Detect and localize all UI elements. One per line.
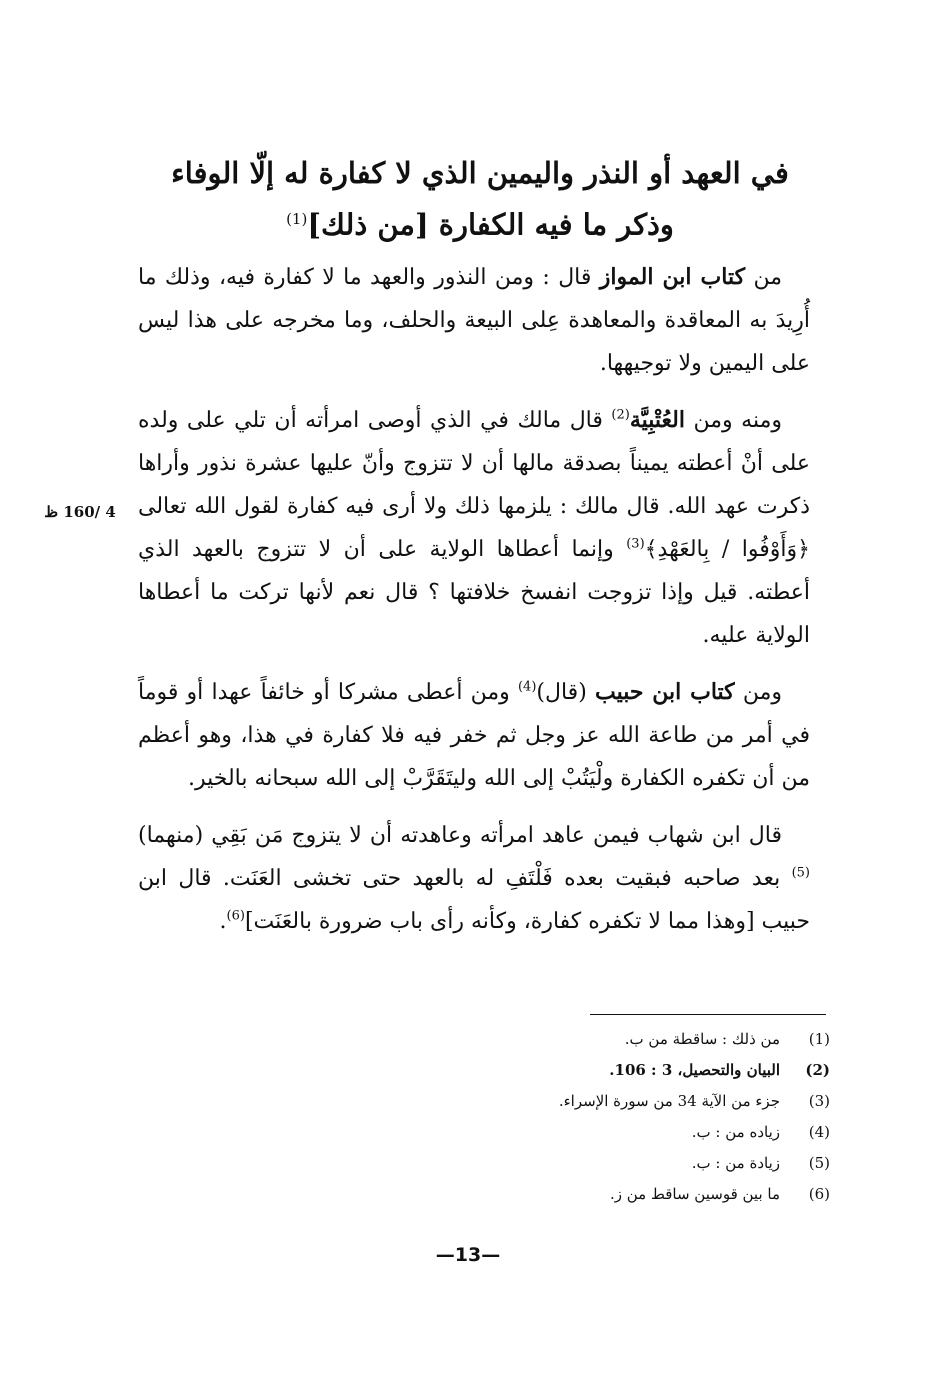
- footnote-ref-2: (2): [611, 407, 630, 423]
- footnote-ref-5: (5): [791, 865, 810, 881]
- chapter-title: [120, 150, 840, 248]
- footnote-text: ما بين قوسين ساقط من ز.: [609, 1185, 780, 1203]
- footnote-item: [420, 1086, 830, 1117]
- footnote-text: زيادة من : ب.: [691, 1154, 780, 1172]
- footnote-ref-6: (6): [226, 908, 245, 924]
- source-name-ibn-al-mawwaz: كتاب ابن المواز: [599, 264, 746, 290]
- paragraph-1-text: قال : ومن النذور والعهد ما لا كفارة فيه، وذلك ما أُرِيدَ به المعاقدة والمعاهدة عِلى البيعة والحلف، وما مخرجه على هذا ليس على اليمين ولا توجيهها.: [138, 265, 810, 376]
- footnote-item: [420, 1024, 830, 1055]
- footnote-item: [420, 1179, 830, 1210]
- footnote-number: (4): [808, 1123, 830, 1141]
- paragraph-3-lead: ومن: [734, 680, 782, 705]
- paragraph-3: [138, 671, 810, 800]
- footnote-ref-1: (1): [286, 210, 308, 228]
- page-number: —13—: [435, 1244, 501, 1266]
- footnote-number: (5): [808, 1154, 830, 1172]
- footnote-number: (1): [808, 1030, 830, 1048]
- body-text: [138, 256, 810, 957]
- footnote-number: (6): [808, 1185, 830, 1203]
- title-line-2: [120, 196, 840, 248]
- footnote-text: البيان والتحصيل، 3 : 106.: [609, 1061, 780, 1079]
- paragraph-1: [138, 256, 810, 385]
- source-name-ibn-habib: كتاب ابن حبيب: [594, 679, 735, 705]
- paragraph-3-text-1: (قال): [536, 680, 595, 705]
- footnote-text: زياده من : ب.: [691, 1123, 780, 1141]
- footnote-number: (2): [805, 1061, 830, 1079]
- manuscript-folio-note: 4 /160 ظ: [44, 503, 116, 521]
- paragraph-4: [138, 814, 810, 943]
- footnote-item: [420, 1148, 830, 1179]
- paragraph-4-text-1: قال ابن شهاب فيمن عاهد امرأته وعاهدته أن لا يتزوج مَن بَقِي (منهما): [138, 823, 782, 848]
- paragraph-4-text-3: .: [219, 909, 227, 934]
- footnote-ref-3: (3): [626, 536, 645, 552]
- footnote-item: [420, 1055, 830, 1086]
- footnote-text: من ذلك : ساقطة من ب.: [624, 1030, 780, 1048]
- footnote-text: جزء من الآية 34 من سورة الإسراء.: [558, 1092, 780, 1110]
- paragraph-2-text-1: قال مالك في الذي أوصى امرأته أن تلي على ولده على أنْ أعطته يميناً بصدقة مالها أن لا تتزوج وأنّ عليها عشرة نذور وأراها ذكرت عهد الله. قال مالك : يلزمها ذلك ولا أرى فيه كفارة لقول الله تعالى ﴿وَأَوْفُوا / بِالعَهْدِ﴾: [138, 408, 810, 562]
- footnotes-list: [420, 1024, 830, 1210]
- paragraph-4-text-2: بعد صاحبه فبقيت بعده فَلْتَفِ له بالعهد حتى تخشى العَنَت. قال ابن حبيب [وهذا مما لا تكفره كفارة، وكأنه رأى باب ضرورة بالعَنَت]: [138, 866, 810, 934]
- paragraph-3-text-2: ومن أعطى مشركا أو خائفاً عهدا أو قوماً في أمر من طاعة الله عز وجل ثم خفر فيه فلا كفارة في هذا، وهو أعظم من أن تكفره الكفارة ولْيَتُبْ إلى الله وليتَقَرَّبْ إلى الله سبحانه بالخير.: [138, 680, 810, 791]
- source-name-utbiyya: العُتْبِيَّة: [629, 407, 685, 433]
- paragraph-2-text-2: وإنما أعطاها الولاية على أن لا تتزوج بالعهد الذي أعطته. قيل وإذا تزوجت انفسخ خلافتها ؟ قال نعم لأنها تركت ما أعطاها الولاية عليه.: [138, 537, 810, 648]
- footnote-number: (3): [808, 1092, 830, 1110]
- title-line-1: في العهد أو النذر واليمين الذي لا كفارة له إلّا الوفاء: [171, 156, 789, 190]
- paragraph-2: [138, 399, 810, 657]
- paragraph-2-lead: ومنه ومن: [684, 408, 782, 433]
- footnote-divider: [590, 1014, 826, 1015]
- footnote-item: [420, 1117, 830, 1148]
- title-line-2-text: وذكر ما فيه الكفارة [من ذلك]: [307, 207, 674, 242]
- paragraph-1-lead: من: [745, 265, 782, 290]
- footnote-ref-4: (4): [517, 679, 537, 695]
